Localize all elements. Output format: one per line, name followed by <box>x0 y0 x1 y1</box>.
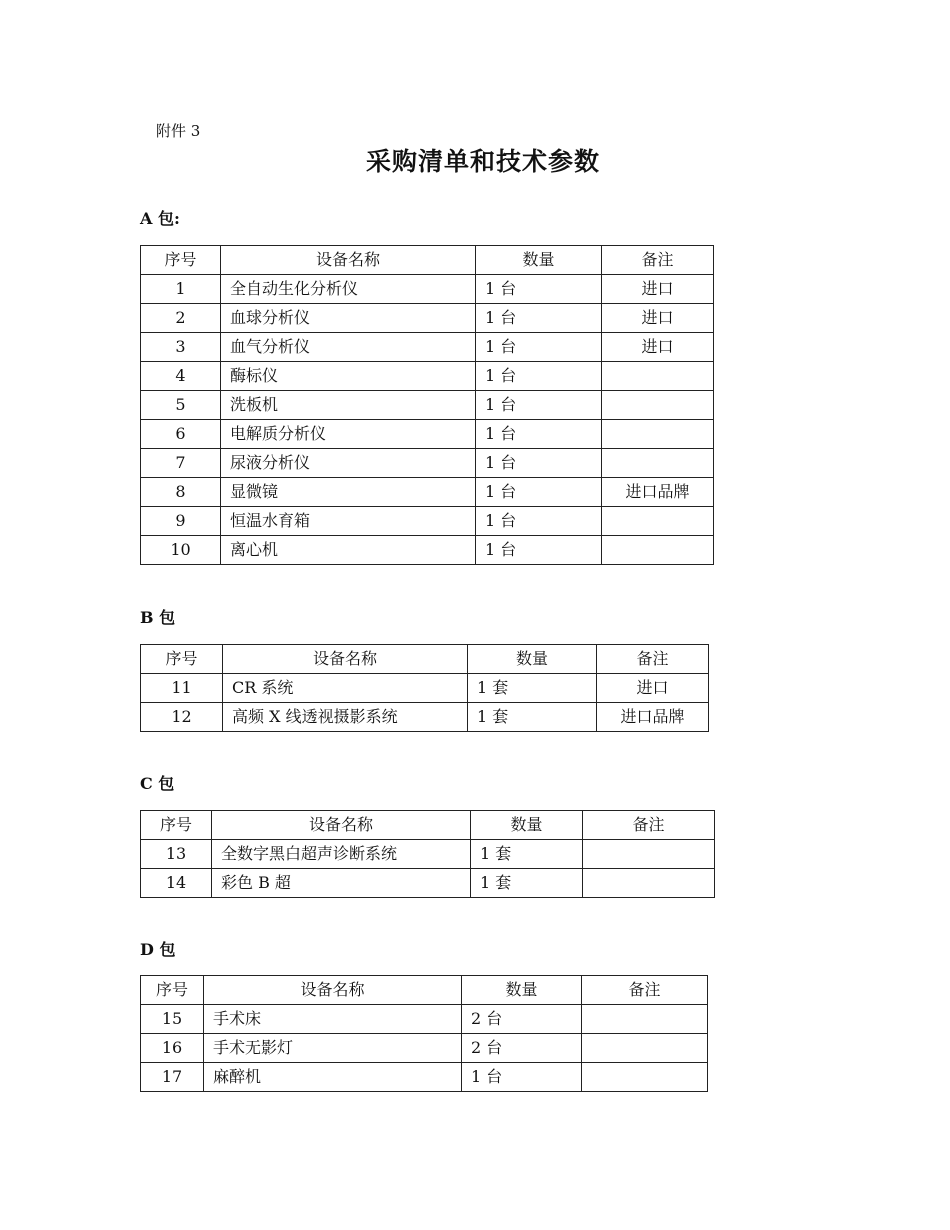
cell-no: 13 <box>141 840 212 869</box>
cell-name: 洗板机 <box>221 391 476 420</box>
cell-no: 3 <box>141 333 221 362</box>
cell-note <box>583 869 715 898</box>
cell-no: 9 <box>141 507 221 536</box>
table-row <box>141 869 715 898</box>
cell-qty: 1 台 <box>476 478 602 507</box>
column-header-note: 备注 <box>583 811 715 840</box>
cell-name: 离心机 <box>221 536 476 565</box>
cell-no: 15 <box>141 1005 204 1034</box>
column-header-qty: 数量 <box>476 246 602 275</box>
cell-qty: 1 套 <box>468 703 597 732</box>
cell-name: 彩色 B 超 <box>212 869 471 898</box>
package-table-b <box>140 644 709 732</box>
package-table-d <box>140 975 708 1092</box>
cell-qty: 1 台 <box>476 362 602 391</box>
cell-no: 17 <box>141 1063 204 1092</box>
table-header-row <box>141 645 709 674</box>
cell-qty: 2 台 <box>462 1034 582 1063</box>
cell-note <box>602 362 714 391</box>
table-row <box>141 478 714 507</box>
cell-qty: 2 台 <box>462 1005 582 1034</box>
cell-qty: 1 台 <box>476 420 602 449</box>
cell-qty: 1 台 <box>476 391 602 420</box>
table-row <box>141 391 714 420</box>
table-header-row <box>141 246 714 275</box>
cell-name: 麻醉机 <box>204 1063 462 1092</box>
cell-name: 显微镜 <box>221 478 476 507</box>
cell-note: 进口 <box>597 674 709 703</box>
column-header-qty: 数量 <box>462 976 582 1005</box>
cell-note: 进口 <box>602 304 714 333</box>
column-header-no: 序号 <box>141 246 221 275</box>
cell-name: 手术无影灯 <box>204 1034 462 1063</box>
cell-note <box>582 1005 708 1034</box>
cell-name: 血球分析仪 <box>221 304 476 333</box>
cell-no: 11 <box>141 674 223 703</box>
package-table-a <box>140 245 714 565</box>
column-header-note: 备注 <box>582 976 708 1005</box>
cell-qty: 1 套 <box>471 869 583 898</box>
table-row <box>141 1005 708 1034</box>
table-row <box>141 275 714 304</box>
cell-no: 4 <box>141 362 221 391</box>
column-header-qty: 数量 <box>468 645 597 674</box>
column-header-note: 备注 <box>597 645 709 674</box>
cell-qty: 1 台 <box>476 333 602 362</box>
table-row <box>141 420 714 449</box>
cell-note <box>602 449 714 478</box>
cell-no: 12 <box>141 703 223 732</box>
column-header-no: 序号 <box>141 976 204 1005</box>
cell-note <box>583 840 715 869</box>
table-row <box>141 333 714 362</box>
cell-note <box>602 391 714 420</box>
cell-no: 16 <box>141 1034 204 1063</box>
cell-qty: 1 套 <box>468 674 597 703</box>
column-header-name: 设备名称 <box>212 811 471 840</box>
cell-note: 进口 <box>602 333 714 362</box>
cell-name: 尿液分析仪 <box>221 449 476 478</box>
table-row <box>141 674 709 703</box>
package-label-d: D 包 <box>140 940 176 959</box>
attachment-label: 附件 3 <box>156 122 201 140</box>
cell-name: 全自动生化分析仪 <box>221 275 476 304</box>
cell-qty: 1 台 <box>476 449 602 478</box>
package-label-a: A 包: <box>140 209 180 228</box>
cell-qty: 1 台 <box>462 1063 582 1092</box>
table-header-row <box>141 811 715 840</box>
package-label-b: B 包 <box>140 608 176 627</box>
cell-note <box>602 507 714 536</box>
package-table-c <box>140 810 715 898</box>
column-header-qty: 数量 <box>471 811 583 840</box>
cell-note: 进口品牌 <box>597 703 709 732</box>
cell-name: 血气分析仪 <box>221 333 476 362</box>
table-row <box>141 1063 708 1092</box>
cell-no: 10 <box>141 536 221 565</box>
table-row <box>141 703 709 732</box>
cell-qty: 1 台 <box>476 275 602 304</box>
cell-no: 1 <box>141 275 221 304</box>
table-row <box>141 362 714 391</box>
cell-qty: 1 套 <box>471 840 583 869</box>
cell-no: 5 <box>141 391 221 420</box>
column-header-name: 设备名称 <box>221 246 476 275</box>
column-header-no: 序号 <box>141 645 223 674</box>
cell-name: 高频 X 线透视摄影系统 <box>223 703 468 732</box>
cell-note <box>582 1063 708 1092</box>
table-row <box>141 507 714 536</box>
table-row <box>141 840 715 869</box>
table-row <box>141 449 714 478</box>
cell-note <box>602 420 714 449</box>
column-header-name: 设备名称 <box>204 976 462 1005</box>
cell-note: 进口 <box>602 275 714 304</box>
cell-note <box>602 536 714 565</box>
cell-no: 14 <box>141 869 212 898</box>
table-row <box>141 536 714 565</box>
page-title: 采购清单和技术参数 <box>365 147 600 176</box>
cell-name: 恒温水育箱 <box>221 507 476 536</box>
column-header-no: 序号 <box>141 811 212 840</box>
cell-note: 进口品牌 <box>602 478 714 507</box>
column-header-name: 设备名称 <box>223 645 468 674</box>
cell-name: 全数字黑白超声诊断系统 <box>212 840 471 869</box>
table-row <box>141 1034 708 1063</box>
cell-qty: 1 台 <box>476 304 602 333</box>
cell-note <box>582 1034 708 1063</box>
cell-name: 电解质分析仪 <box>221 420 476 449</box>
cell-qty: 1 台 <box>476 536 602 565</box>
cell-name: 手术床 <box>204 1005 462 1034</box>
cell-name: 酶标仪 <box>221 362 476 391</box>
cell-no: 6 <box>141 420 221 449</box>
cell-no: 8 <box>141 478 221 507</box>
cell-name: CR 系统 <box>223 674 468 703</box>
column-header-note: 备注 <box>602 246 714 275</box>
cell-no: 2 <box>141 304 221 333</box>
table-row <box>141 304 714 333</box>
cell-no: 7 <box>141 449 221 478</box>
table-header-row <box>141 976 708 1005</box>
cell-qty: 1 台 <box>476 507 602 536</box>
package-label-c: C 包 <box>140 774 175 793</box>
